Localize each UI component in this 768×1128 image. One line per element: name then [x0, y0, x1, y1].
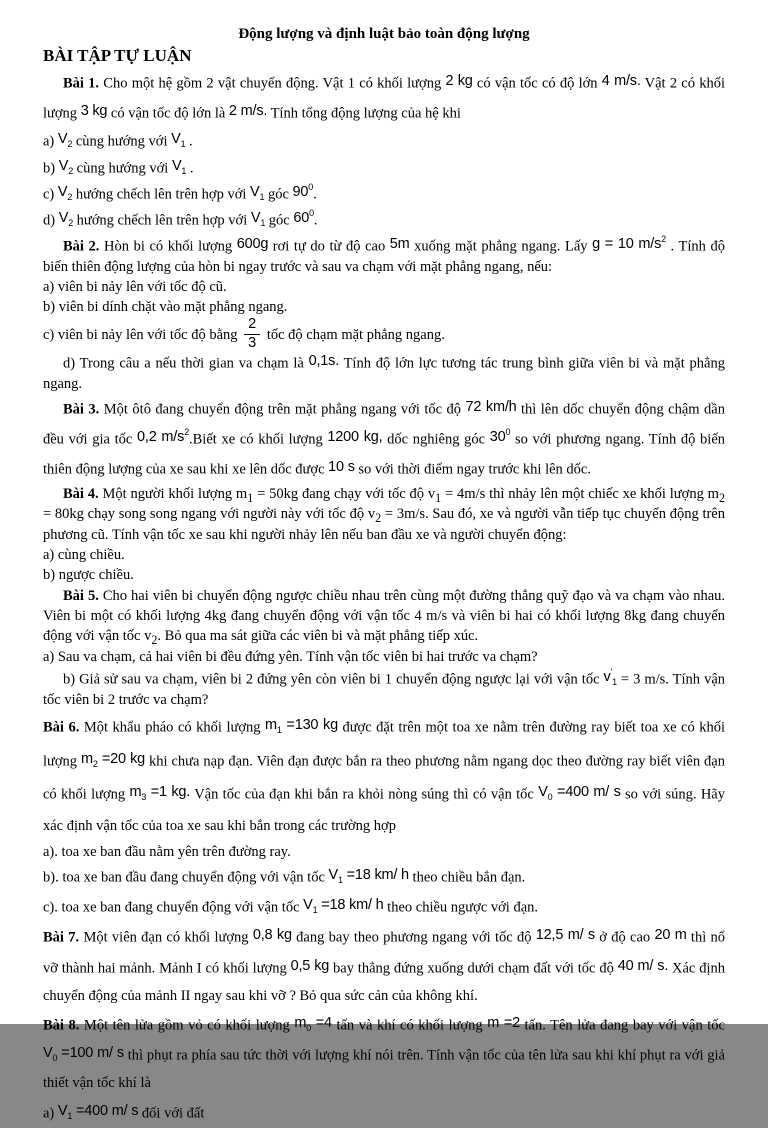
text-run: b) viên bi dính chặt vào mặt phẳng ngang. [43, 299, 288, 316]
text-run: so với thời điểm ngay trước khi lên dốc. [354, 461, 591, 478]
text-run: a) cùng chiều. [43, 547, 125, 564]
equation: g = 10 $m/s^2$ [592, 233, 666, 252]
exercise-1-item-b [43, 155, 725, 181]
exercise-1-intro [43, 68, 725, 128]
text-run: so với phương ngang. Tính độ biến thiên động lượng của xe sau khi xe lên dốc được [43, 431, 725, 478]
text-run: a) [43, 1105, 58, 1122]
fraction-numerator: 2 [244, 317, 260, 334]
exercise-label: Bài 6. [43, 719, 80, 736]
exercise-label: Bài 5. [63, 587, 99, 604]
text-run: xuống mặt phẳng ngang. Lấy [409, 238, 593, 255]
text-run: . [185, 133, 193, 150]
text-run: ở độ cao [594, 929, 655, 946]
text-run: = 3 m/s. Tính vận tốc viên bi 2 trước va chạm? [43, 671, 725, 708]
equation: 3 kg [80, 103, 108, 120]
text-run: có vận tốc có độ lớn [472, 75, 602, 92]
text-run: . Tính độ biến thiên động lượng của hòn bi ngay trước và sau va chạm với mặt phẳng ngang, nếu: [43, 238, 725, 275]
exercise-label: Bài 1. [63, 75, 100, 92]
text-run: Một ôtô đang chuyển động trên mặt phẳng ngang với tốc độ [99, 401, 466, 418]
text-run: thì lên dốc chuyển động chậm dần đều với gia tốc [43, 401, 725, 448]
exercise-label: Bài 3. [63, 401, 100, 418]
equation: $m_2 =20$ kg [81, 750, 145, 769]
equation: 0,1s. [308, 352, 340, 369]
text-run: Tính tổng động lượng của hệ khi [267, 105, 461, 122]
equation: $V_2$ [57, 183, 73, 202]
text-run: theo chiều ngược với đạn. [383, 899, 539, 916]
text-run: tấn. Tên lửa đang bay với vận tốc [519, 1017, 725, 1034]
exercise-5-item-a [43, 647, 725, 667]
equation: 10 s [328, 459, 355, 476]
equation: 72 km/h [465, 399, 517, 415]
document-title: Động lượng và định luật bảo toàn động lượng [238, 26, 530, 42]
text-run: Một người khối lượng $m_1 = 50kg$ đang chạy với tốc độ $v_1 = 4m/s$ thì nhảy lên một chiếc xe khối lượng $m_2 = 80kg$ chạy song song ngang với người này với tốc độ $v_2 = 3m/s$. Sau đó, xe và người vẫn tiếp tục chuyển động trên phương cũ. Tính vận tốc xe sau khi người nhảy lên nếu ban đầu xe và người chuyển động: [43, 486, 726, 543]
exercise-label: Bài 8. [43, 1017, 80, 1034]
text-run: thì nổ vỡ thành hai mảnh. Mảnh I có khối lượng [43, 929, 726, 977]
equation: 5m [389, 235, 410, 252]
equation: 40 m/ s. [617, 957, 669, 974]
equation: $90^0$ [292, 182, 314, 200]
text-run: Một tên lửa gồm vỏ có khối lượng [79, 1017, 295, 1034]
text-run: góc [265, 212, 294, 229]
equation: 2 kg [445, 73, 473, 89]
exercise-label: Bài 7. [43, 929, 80, 946]
exercise-8-intro [43, 1010, 725, 1098]
text-run: hướng chếch lên trên hợp với [73, 212, 251, 229]
text-run: Cho hai viên bi chuyển động ngược chiều nhau trên cùng một đường thẳng quỹ đạo và va chạm vào nhau. Viên bi một có khối lượng 4kg đang chuyển động với vận tốc 4 m/s và viên bi hai có khối lượng 8kg đang chuyển động với vận tốc $v_2$. Bỏ qua ma sát giữa các viên bi và mặt phẳng tiếp xúc. [43, 587, 726, 648]
text-run: . [313, 186, 317, 203]
exercise-1-item-a [43, 128, 725, 154]
text-run: . [186, 160, 194, 177]
text-run: a) Sau va chạm, cả hai viên bi đều đứng yên. Tính vận tốc viên bi hai trước va chạm? [43, 648, 538, 665]
equation: $60^0$ [293, 208, 314, 227]
fraction [244, 317, 260, 350]
exercise-5-item-b [43, 667, 725, 710]
equation: 0,2 $m/s^2$ [137, 427, 190, 446]
exercise-6-item-a [43, 842, 725, 862]
exercise-label: Bài 2. [63, 238, 100, 255]
equation: $V_1$ [250, 183, 265, 202]
equation: 20 m [654, 927, 687, 944]
equation: $m_3 =1$ kg. [129, 784, 191, 803]
text-run: cùng hướng với [73, 160, 172, 177]
document-body [43, 68, 725, 1128]
exercise-3 [43, 394, 725, 484]
equation: $V_2$ [58, 210, 74, 229]
text-run: a) viên bi nảy lên với tốc độ cũ. [43, 278, 227, 295]
text-run: khi chưa nạp đạn. Viên đạn được bắn ra theo phương nằm ngang dọc theo đường ray biết viên đạn có khối lượng [43, 753, 725, 803]
equation: 1200 kg, [327, 429, 383, 446]
text-run: Một khẩu pháo có khối lượng [79, 719, 266, 736]
equation: $V_1 =400$ m/ s [57, 1102, 139, 1121]
equation: m =2 [487, 1015, 520, 1032]
text-run: đối với đất [138, 1105, 205, 1122]
text-run: hướng chếch lên trên hợp với [72, 186, 251, 203]
text-run: b) [43, 160, 59, 177]
equation: $V_2$ [57, 131, 73, 149]
text-run: c). toa xe ban đang chuyển động với vận tốc [43, 899, 304, 916]
exercise-5-intro [43, 586, 725, 647]
text-run: góc [264, 186, 293, 203]
text-run: được đặt trên một toa xe nằm trên đường ray biết toa xe có khối lượng [43, 719, 725, 770]
equation: $V_1$ [171, 157, 187, 176]
text-run: b) ngược chiều. [43, 567, 134, 584]
exercise-7 [43, 922, 725, 1010]
text-run: c) viên bi nảy lên với tốc độ bằng [43, 327, 242, 344]
text-run: .Biết xe có khối lượng [189, 431, 328, 448]
equation: $v'_1$ [603, 666, 617, 687]
text-run: Xác định chuyển động của mảnh II ngay sau khi vỡ ? Bỏ qua sức cản của không khí. [43, 960, 725, 1004]
text-run: Một viên đạn có khối lượng [79, 929, 253, 946]
equation: $m_1 =130$ kg [265, 716, 338, 735]
exercise-2-item-c [43, 317, 725, 350]
exercise-4-item-a [43, 545, 725, 565]
text-run: đang bay theo phương ngang với tốc độ [291, 929, 536, 946]
equation: $V_1$ [171, 131, 186, 149]
exercise-6-intro [43, 710, 725, 842]
text-run: Vật 2 có khối lượng [43, 75, 725, 122]
equation: $V_1$ [250, 210, 266, 229]
text-run: theo chiều bắn đạn. [408, 869, 526, 886]
text-run: có vận tốc độ lớn là [107, 105, 229, 122]
exercise-2-item-b [43, 297, 725, 317]
text-run: cùng hướng với [72, 133, 172, 150]
exercise-2-item-d [43, 351, 725, 394]
equation: $m_0 =4$ [294, 1015, 332, 1034]
exercise-4-intro [43, 484, 725, 545]
text-run: bay thẳng đứng xuống dưới chạm đất với tốc độ [329, 960, 618, 977]
text-run: Vận tốc của đạn khi bắn ra khỏi nòng súng thì có vận tốc [190, 786, 539, 803]
exercise-6-item-b [43, 862, 725, 892]
equation: 4 m/s. [601, 73, 641, 89]
text-run: a) [43, 133, 58, 150]
text-run: a). toa xe ban đầu nằm yên trên đường ray. [43, 844, 291, 861]
exercise-6-item-c [43, 892, 725, 922]
equation: $30^0$ [489, 427, 511, 446]
text-run: dốc nghiêng góc [382, 431, 490, 448]
equation: $V_1 =18$ km/ h [328, 867, 409, 886]
text-run: . [313, 212, 318, 229]
equation: $V_0 =100$ m/ s [43, 1045, 124, 1064]
exercise-1-item-d [43, 207, 725, 233]
text-run: tấn và khí có khối lượng [331, 1017, 488, 1034]
text-run: c) [43, 186, 58, 203]
exercise-4-item-b [43, 565, 725, 585]
equation: $V_1 =18$ km/ h [303, 897, 384, 916]
fraction-denominator: 3 [248, 334, 257, 351]
text-run: d) Trong câu a nếu thời gian va chạm là [63, 355, 309, 372]
exercise-label: Bài 4. [63, 486, 99, 503]
equation: 12,5 m/ s [535, 927, 595, 944]
text-run: Cho một hệ gồm 2 vật chuyển động. Vật 1 có khối lượng [99, 75, 446, 92]
text-run: so với súng. Hãy xác định vận tốc của toa xe sau khi bắn trong các trường hợp [43, 786, 725, 834]
equation: 0,8 kg [252, 927, 292, 944]
equation: $V_2$ [58, 157, 74, 176]
text-run: Hòn bi có khối lượng [99, 238, 237, 255]
equation: $V_0 =400$ m/ s [538, 784, 621, 803]
text-run: b) Giả sử sau va chạm, viên bi 2 đứng yên còn viên bi 1 chuyển động ngược lại với vận tốc [63, 671, 604, 688]
equation: 2 m/s. [228, 103, 268, 120]
text-run: d) [43, 212, 59, 229]
section-heading: BÀI TẬP TỰ LUẬN [43, 46, 192, 65]
text-run: Tính độ lớn lực tương tác trung bình giữa viên bi và mặt phẳng ngang. [43, 355, 725, 392]
exercise-2-item-a [43, 277, 725, 297]
exercise-8-item-a [43, 1098, 725, 1128]
equation: 0,5 kg [290, 957, 330, 974]
text-run: rơi tự do từ độ cao [268, 238, 390, 255]
text-run: b). toa xe ban đầu đang chuyển động với vận tốc [43, 869, 329, 886]
exercise-1-item-c [43, 181, 725, 207]
equation: 600g [236, 235, 269, 252]
exercise-2-intro [43, 234, 725, 277]
text-run: tốc độ chạm mặt phẳng ngang. [263, 327, 445, 344]
text-run: thì phụt ra phía sau tức thời với lượng khí nói trên. Tính vận tốc của tên lửa sau khi khí phụt ra với giả thiết vận tốc khí là [43, 1047, 725, 1092]
